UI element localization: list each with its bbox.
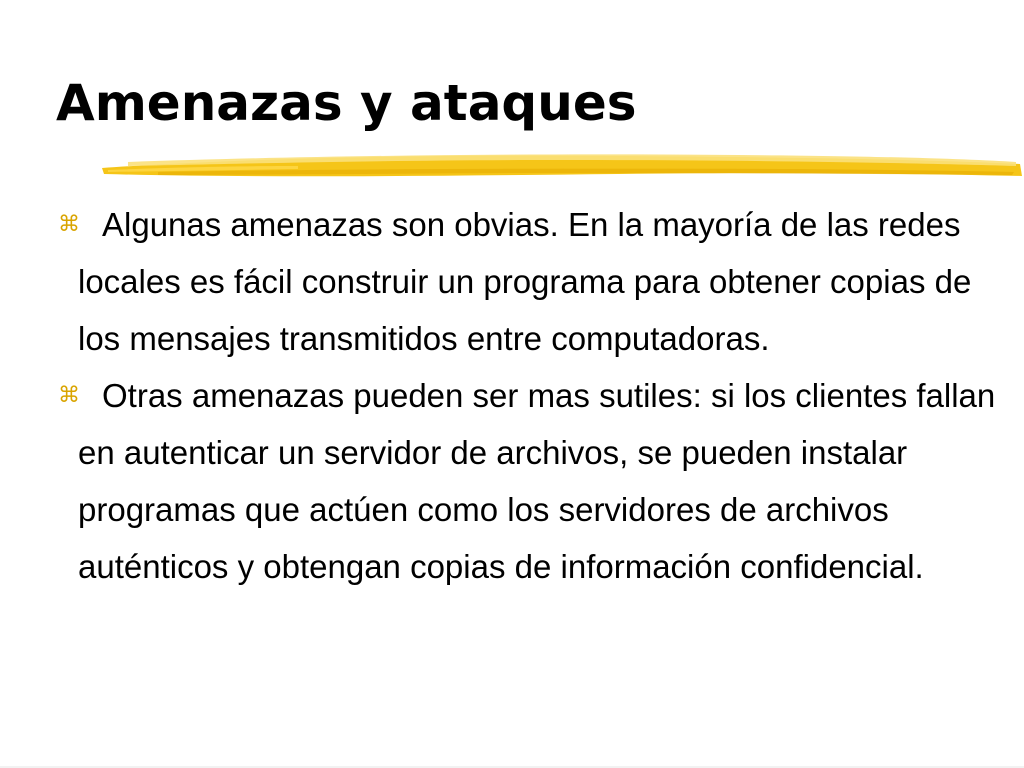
title-underline-brushstroke [98, 150, 1024, 186]
command-key-icon: ⌘ [58, 212, 80, 237]
bullet-item [58, 367, 1018, 595]
bullet-text: Otras amenazas pueden ser mas sutiles: si los clientes fallan en autenticar un servidor de archivos, se pueden instalar programas que actúen como los servidores de archivos auténticos y obtengan copias de información confidencial. [78, 377, 996, 585]
slide-title: Amenazas y ataques [56, 74, 637, 132]
command-key-icon: ⌘ [58, 383, 80, 408]
bullet-list [58, 196, 1018, 595]
bullet-item [58, 196, 1018, 367]
bullet-text: Algunas amenazas son obvias. En la mayoría de las redes locales es fácil construir un programa para obtener copias de los mensajes transmitidos entre computadoras. [78, 206, 972, 357]
